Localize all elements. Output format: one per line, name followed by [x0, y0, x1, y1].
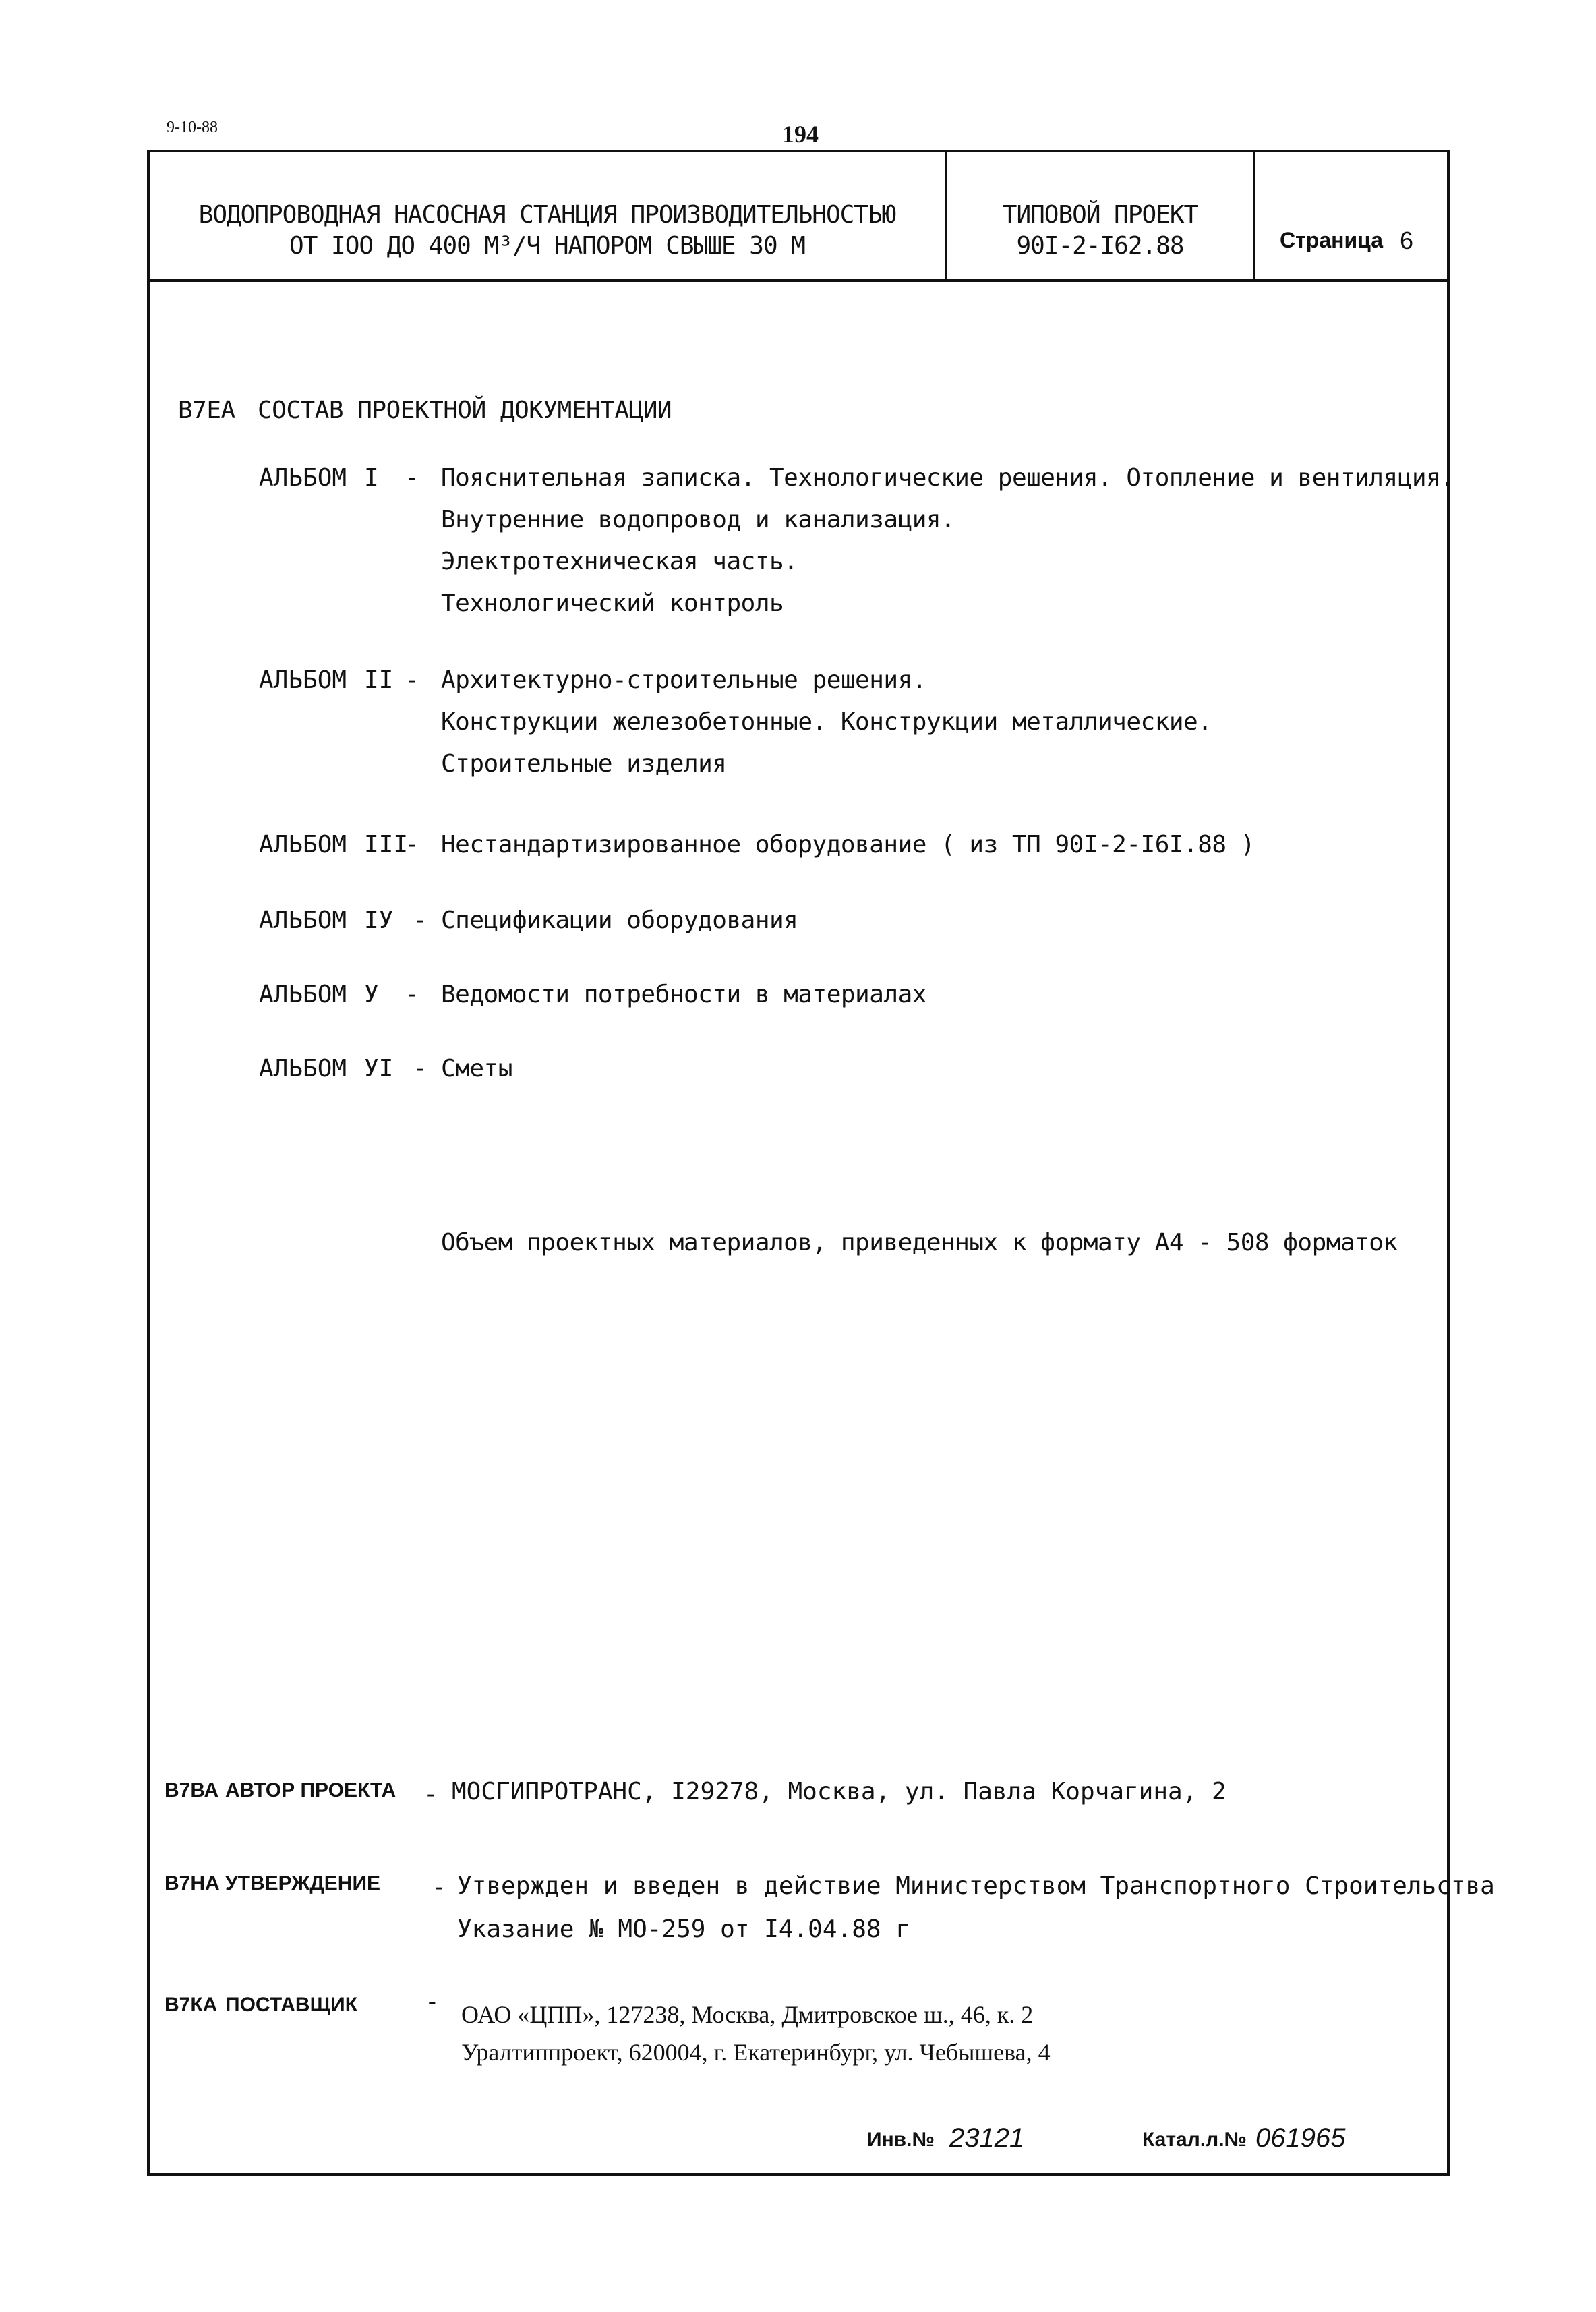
supplier-code: В7КА: [165, 1994, 218, 2016]
author-text: МОСГИПРОТРАНС, I29278, Москва, ул. Павла Корчагина, 2: [452, 1778, 1226, 1805]
page-value: 6: [1400, 227, 1414, 254]
approval-line-1: Утвержден и введен в действие Министерством Транспортного Строительства: [457, 1872, 1495, 1900]
title-line-2: ОТ IOO ДО 400 М³/Ч НАПОРОМ СВЫШЕ 30 М: [289, 232, 805, 260]
album-dash: -: [405, 981, 419, 1008]
project-label: ТИПОВОЙ ПРОЕКТ: [1002, 201, 1198, 229]
album-number: II: [364, 666, 394, 694]
inventory-label: Инв.№: [867, 2129, 935, 2151]
album-dash: -: [405, 831, 419, 859]
album-line: Технологический контроль: [441, 589, 784, 617]
album-number: III: [364, 831, 409, 859]
album-number: У: [364, 981, 379, 1008]
catalog-label: Катал.л.№: [1142, 2129, 1247, 2151]
approval-code: В7НА: [165, 1872, 220, 1895]
title-line-1: ВОДОПРОВОДНАЯ НАСОСНАЯ СТАНЦИЯ ПРОИЗВОДИТЕЛЬНОСТЬЮ: [198, 201, 896, 229]
supplier-line-2: Уралтиппроект, 620004, г. Екатеринбург, ул. Чебышева, 4: [461, 2039, 1051, 2066]
album-label: АЛЬБОМ: [259, 1055, 347, 1082]
author-code: В7ВА: [165, 1779, 219, 1801]
project-code: 90I-2-I62.88: [1016, 232, 1184, 260]
volume-note: Объем проектных материалов, приведенных к формату А4 - 508 форматок: [441, 1229, 1398, 1256]
section-title: СОСТАВ ПРОЕКТНОЙ ДОКУМЕНТАЦИИ: [258, 397, 672, 424]
page-number: 194: [782, 121, 819, 148]
approval-label: УТВЕРЖДЕНИЕ: [225, 1872, 381, 1895]
album-dash: -: [413, 1055, 427, 1082]
album-line: Электротехническая часть.: [441, 548, 798, 575]
author-dash: -: [423, 1781, 438, 1808]
album-dash: -: [405, 464, 419, 492]
album-line: Строительные изделия: [441, 750, 727, 778]
album-label: АЛЬБОМ: [259, 981, 347, 1008]
title-cell: [150, 152, 947, 279]
album-label: АЛЬБОМ: [259, 906, 347, 934]
title-block: [150, 152, 1447, 282]
album-line: Внутренние водопровод и канализация.: [441, 506, 955, 533]
album-line: Ведомости потребности в материалах: [441, 981, 926, 1008]
document-frame: [147, 150, 1495, 2176]
page-label: Страница: [1280, 228, 1383, 252]
album-number: IУ: [364, 906, 394, 934]
approval-line-2: Указание № МО-259 от I4.04.88 г: [457, 1915, 910, 1943]
album-line: Сметы: [441, 1055, 512, 1082]
supplier-dash: -: [425, 1988, 440, 2016]
album-line: Архитектурно-строительные решения.: [441, 666, 926, 694]
date-stamp: 9-10-88: [167, 119, 218, 136]
author-label: АВТОР ПРОЕКТА: [225, 1779, 396, 1801]
project-cell: [947, 152, 1255, 279]
album-dash: -: [413, 906, 427, 934]
album-line: Спецификации оборудования: [441, 906, 798, 934]
supplier-line-1: ОАО «ЦПП», 127238, Москва, Дмитровское ш., 46, к. 2: [461, 2001, 1034, 2028]
page-cell: [1255, 152, 1447, 279]
approval-dash: -: [432, 1874, 446, 1901]
inventory-value: 23121: [949, 2123, 1025, 2153]
album-line: Пояснительная записка. Технологические решения. Отопление и вентиляция.: [441, 464, 1455, 492]
album-number: УI: [364, 1055, 394, 1082]
album-label: АЛЬБОМ: [259, 831, 347, 859]
supplier-label: ПОСТАВЩИК: [225, 1994, 358, 2016]
album-dash: -: [405, 666, 419, 694]
album-number: I: [364, 464, 379, 492]
album-line: Нестандартизированное оборудование ( из ТП 90I-2-I6I.88 ): [441, 831, 1255, 859]
album-label: АЛЬБОМ: [259, 464, 347, 492]
album-label: АЛЬБОМ: [259, 666, 347, 694]
section-code: В7ЕА: [178, 397, 235, 424]
album-line: Конструкции железобетонные. Конструкции металлические.: [441, 708, 1212, 736]
catalog-value: 061965: [1255, 2123, 1346, 2153]
